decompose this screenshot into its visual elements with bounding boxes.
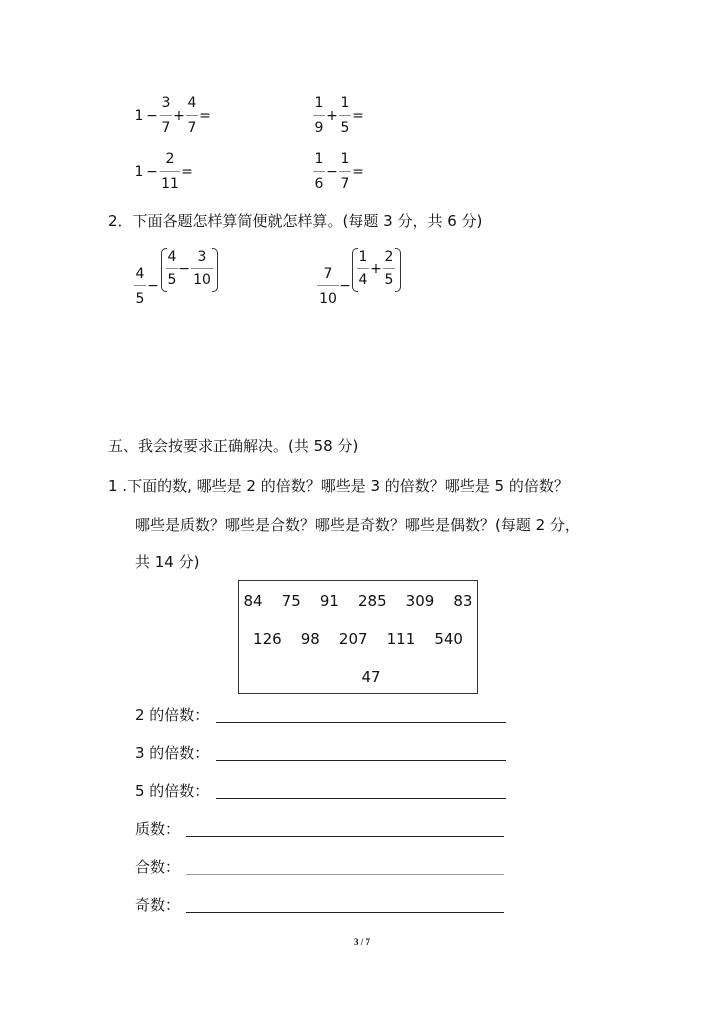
label-prime-numbers: 质数： <box>135 820 181 838</box>
simp2-b-den: 5 <box>384 272 394 288</box>
answer-line-prime-numbers[interactable] <box>186 836 504 837</box>
simp1-inner-minus: − <box>178 261 190 277</box>
expr1-minus: − <box>146 108 158 124</box>
expr4-frac1-den: 6 <box>314 176 324 192</box>
section-5-title: 五、我会按要求正确解决。(共 58 分) <box>108 437 359 455</box>
simp2-inner-plus: + <box>370 261 382 277</box>
simp2-outer-den: 10 <box>319 291 337 307</box>
simp1-b-num: 3 <box>197 249 207 265</box>
simp2-a-num: 1 <box>358 249 368 265</box>
simp1-right-paren <box>212 248 218 292</box>
simp1-a-num: 4 <box>167 249 177 265</box>
expr3-minus: − <box>146 164 158 180</box>
question-1-line-1: 1 .下面的数, 哪些是 2 的倍数？哪些是 3 的倍数？哪些是 5 的倍数？ <box>108 477 569 495</box>
page-number: 3 / 7 <box>353 937 370 947</box>
simp1-outer-num: 4 <box>135 266 145 282</box>
expr4-frac2-den: 7 <box>340 176 350 192</box>
label-composite-numbers: 合数： <box>135 858 181 876</box>
answer-line-multiples-of-3[interactable] <box>216 760 506 761</box>
expr2-plus: + <box>326 108 338 124</box>
expr2-equals: = <box>352 108 364 124</box>
expr3-frac-num: 2 <box>165 151 175 167</box>
answer-line-multiples-of-2[interactable] <box>216 722 506 723</box>
expr2-frac2-den: 5 <box>340 120 350 136</box>
simp2-a-den: 4 <box>358 272 368 288</box>
expr1-frac2-den: 7 <box>187 120 197 136</box>
expr1-equals: = <box>199 108 211 124</box>
simp1-b-den: 10 <box>193 272 211 288</box>
simp1-minus: − <box>147 278 159 294</box>
number-row-2: 126 98 207 111 540 <box>253 630 463 648</box>
number-row-3: 47 <box>361 668 381 686</box>
expr3-frac-den: 11 <box>161 176 179 192</box>
question-1-line-3: 共 14 分) <box>135 553 200 571</box>
expr1-frac2-num: 4 <box>187 95 197 111</box>
expr1-frac1-num: 3 <box>161 95 171 111</box>
expr2-frac2-num: 1 <box>340 95 350 111</box>
expr2-frac1-den: 9 <box>314 120 324 136</box>
expr4-minus: − <box>326 164 338 180</box>
simp1-outer-den: 5 <box>135 291 145 307</box>
expr4-frac2-num: 1 <box>340 151 350 167</box>
expr1-plus: + <box>173 108 185 124</box>
question-2-title: 2．下面各题怎样算简便就怎样算。(每题 3 分，共 6 分) <box>108 212 483 230</box>
label-multiples-of-3: 3 的倍数： <box>135 744 210 762</box>
simp2-outer-num: 7 <box>323 266 333 282</box>
simp1-a-den: 5 <box>167 272 177 288</box>
expr4-frac1-num: 1 <box>314 151 324 167</box>
question-1-line-2: 哪些是质数？哪些是合数？哪些是奇数？哪些是偶数？(每题 2 分， <box>135 516 580 534</box>
label-odd-numbers: 奇数： <box>135 896 181 914</box>
expr3-equals: = <box>181 164 193 180</box>
label-multiples-of-2: 2 的倍数： <box>135 706 210 724</box>
number-box <box>238 580 478 694</box>
number-row-1: 84 75 91 285 309 83 <box>243 592 473 610</box>
expr1-lead: 1 <box>134 108 144 124</box>
simp2-minus: − <box>339 278 351 294</box>
simp2-right-paren <box>395 248 401 292</box>
expr1-frac1-den: 7 <box>161 120 171 136</box>
expr4-equals: = <box>352 164 364 180</box>
label-multiples-of-5: 5 的倍数： <box>135 782 210 800</box>
simp2-b-num: 2 <box>384 249 394 265</box>
expr2-frac1-num: 1 <box>314 95 324 111</box>
expr3-lead: 1 <box>134 164 144 180</box>
answer-line-multiples-of-5[interactable] <box>216 798 506 799</box>
answer-line-odd-numbers[interactable] <box>186 912 504 913</box>
answer-line-composite-numbers[interactable] <box>186 874 504 875</box>
